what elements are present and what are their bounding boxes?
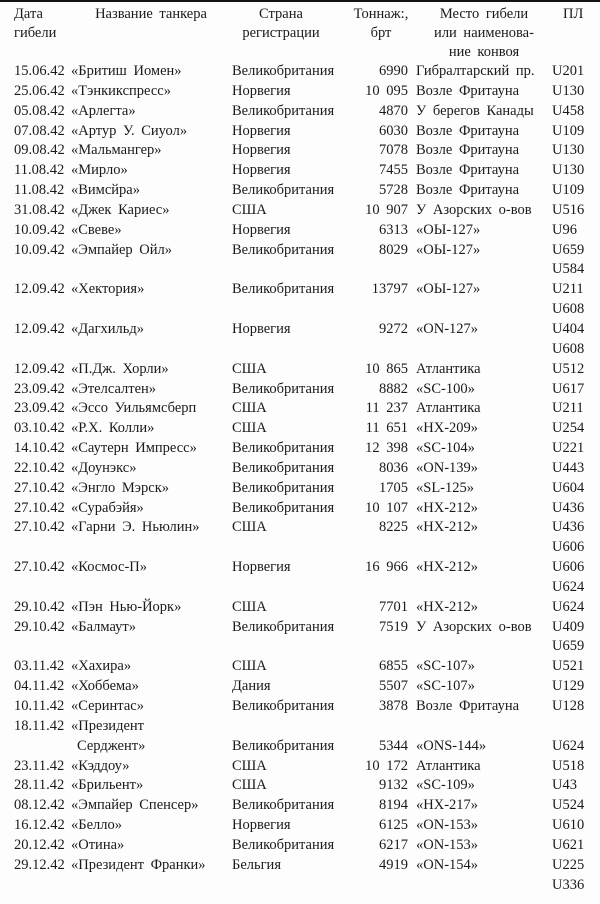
cell-loss-date: 27.10.42: [14, 559, 65, 576]
cell-loss-date: 27.10.42: [14, 499, 65, 516]
cell-loss-date: 11.08.42: [14, 162, 65, 179]
table-row: [0, 578, 600, 598]
cell-country: Великобритания: [232, 281, 335, 298]
table-row: [0, 221, 600, 241]
cell-submarine: U443: [552, 459, 585, 476]
cell-tonnage: 10 907: [365, 201, 408, 218]
cell-loss-date: 12.09.42: [14, 360, 65, 377]
cell-country: США: [232, 757, 267, 774]
cell-country: Дания: [232, 678, 271, 695]
cell-tanker-name: «Хектория»: [71, 281, 145, 298]
cell-loss-date: 12.09.42: [14, 320, 65, 337]
cell-tanker-name: «Доунэкс»: [71, 459, 137, 476]
cell-submarine: U608: [552, 301, 585, 318]
cell-tanker-name: «Пэн Нью-Йорк»: [71, 598, 182, 615]
cell-submarine: U518: [552, 757, 585, 774]
cell-country: Норвегия: [232, 82, 291, 99]
table-row: [0, 122, 600, 142]
cell-place-or-convoy: «ON-127»: [416, 320, 479, 337]
cell-place-or-convoy: «НХ-212»: [416, 559, 479, 576]
cell-place-or-convoy: Возле Фритауна: [416, 122, 520, 139]
table-row: [0, 796, 600, 816]
cell-place-or-convoy: «НХ-209»: [416, 420, 479, 437]
cell-tanker-name: «Гарни Э. Ньюлин»: [71, 519, 200, 536]
cell-tonnage: 13797: [371, 281, 408, 298]
cell-tonnage: 6313: [379, 221, 408, 238]
cell-place-or-convoy: «ОЫ-127»: [416, 221, 481, 238]
table-row: [0, 479, 600, 499]
cell-tanker-name: «Бритиш Иомен»: [71, 63, 182, 79]
cell-country: Бельгия: [232, 856, 281, 873]
column-header-country-line1: Страна: [259, 6, 303, 22]
cell-tonnage: 10 107: [365, 499, 408, 516]
cell-tonnage: 6030: [379, 122, 408, 139]
cell-place-or-convoy: Атлантика: [416, 400, 481, 417]
cell-place-or-convoy: Возле Фритауна: [416, 698, 520, 714]
table-row: [0, 538, 600, 558]
cell-country: Великобритания: [232, 797, 335, 814]
cell-submarine: U201: [552, 63, 585, 79]
cell-place-or-convoy: «НХ-212»: [416, 598, 479, 615]
cell-submarine: U43: [552, 777, 577, 794]
cell-place-or-convoy: Возле Фритауна: [416, 182, 520, 199]
table-row: [0, 776, 600, 796]
table-row: [0, 62, 600, 82]
cell-tonnage: 11 237: [365, 400, 408, 417]
cell-place-or-convoy: «SC-107»: [416, 658, 475, 675]
cell-submarine: U617: [552, 380, 585, 397]
cell-tonnage: 12 398: [365, 440, 408, 457]
column-header-tonnage-line2: брт: [370, 25, 392, 41]
cell-tonnage: 7455: [379, 162, 408, 179]
cell-tonnage: 9132: [379, 777, 408, 794]
cell-tonnage: 4919: [379, 856, 408, 873]
cell-submarine: U225: [552, 856, 585, 873]
cell-place-or-convoy: «ОЫ-127»: [416, 281, 481, 298]
cell-place-or-convoy: «ON-154»: [416, 856, 479, 873]
cell-tonnage: 1705: [379, 479, 408, 496]
cell-loss-date: 23.09.42: [14, 400, 65, 417]
cell-loss-date: 07.08.42: [14, 122, 65, 139]
table-row: [0, 657, 600, 677]
cell-submarine: U624: [552, 578, 585, 595]
cell-loss-date: 12.09.42: [14, 281, 65, 298]
cell-tonnage: 8029: [379, 241, 408, 258]
cell-submarine: U109: [552, 182, 585, 199]
cell-loss-date: 25.06.42: [14, 82, 65, 99]
table-row: [0, 82, 600, 102]
cell-tonnage: 7701: [379, 598, 408, 615]
column-header-tonnage-line1: Тоннаж:,: [353, 6, 409, 22]
cell-loss-date: 29.12.42: [14, 856, 65, 873]
cell-country: США: [232, 777, 267, 794]
table-row: [0, 876, 600, 896]
cell-submarine: U608: [552, 340, 585, 357]
cell-place-or-convoy: «SC-100»: [416, 380, 475, 397]
cell-submarine: U436: [552, 519, 585, 536]
cell-country: США: [232, 658, 267, 675]
table-row: [0, 459, 600, 479]
cell-tanker-name: «Дагхильд»: [71, 320, 145, 337]
cell-loss-date: 31.08.42: [14, 201, 65, 218]
cell-tanker-name: «Мирло»: [71, 162, 128, 179]
table-row: [0, 836, 600, 856]
table-body: [0, 62, 600, 895]
table-row: [0, 380, 600, 400]
cell-tanker-name: «Балмаут»: [71, 618, 136, 635]
cell-country: Великобритания: [232, 459, 335, 476]
cell-country: Норвегия: [232, 559, 291, 576]
table-row: [0, 102, 600, 122]
cell-submarine: U130: [552, 162, 585, 179]
cell-tanker-name: «Хоббема»: [71, 678, 139, 695]
cell-tanker-name: «Космос-П»: [71, 559, 148, 576]
table-row: [0, 499, 600, 519]
cell-tonnage: 16 966: [365, 559, 408, 576]
cell-tanker-name: «Эмпайер Спенсер»: [71, 797, 199, 814]
cell-submarine: U404: [552, 320, 585, 337]
cell-country: Норвегия: [232, 162, 291, 179]
table-row: [0, 618, 600, 638]
table-row: [0, 399, 600, 419]
cell-place-or-convoy: Атлантика: [416, 360, 481, 377]
cell-tonnage: 4870: [379, 102, 408, 119]
cell-place-or-convoy: «ON-153»: [416, 817, 479, 834]
cell-tanker-name: «Тэнкикспресс»: [71, 82, 171, 99]
cell-tanker-name: «Брильент»: [71, 777, 144, 794]
cell-tanker-name: Серджент»: [77, 737, 146, 754]
table-row: [0, 201, 600, 221]
cell-country: Великобритания: [232, 102, 335, 119]
table-row: [0, 637, 600, 657]
cell-tanker-name: «Президент: [71, 717, 144, 734]
cell-place-or-convoy: Возле Фритауна: [416, 82, 520, 99]
cell-loss-date: 23.11.42: [14, 757, 65, 774]
cell-tanker-name: «П.Дж. Хорли»: [71, 360, 169, 377]
cell-tonnage: 6990: [379, 63, 408, 79]
cell-loss-date: 29.10.42: [14, 618, 65, 635]
cell-tonnage: 9272: [379, 320, 408, 337]
cell-submarine: U621: [552, 836, 585, 853]
table-row: [0, 439, 600, 459]
cell-loss-date: 11.08.42: [14, 182, 65, 199]
cell-submarine: U128: [552, 698, 585, 714]
cell-submarine: U109: [552, 122, 585, 139]
cell-submarine: U512: [552, 360, 585, 377]
cell-tanker-name: «Белло»: [71, 817, 122, 834]
cell-place-or-convoy: «ОЫ-127»: [416, 241, 481, 258]
cell-country: Великобритания: [232, 182, 335, 199]
cell-loss-date: 08.12.42: [14, 797, 65, 814]
cell-tanker-name: «Серинтас»: [71, 698, 144, 714]
cell-tonnage: 5507: [379, 678, 408, 695]
cell-loss-date: 15.06.42: [14, 63, 65, 79]
cell-place-or-convoy: «ON-153»: [416, 836, 479, 853]
table-row: [0, 300, 600, 320]
cell-country: Норвегия: [232, 817, 291, 834]
cell-loss-date: 03.10.42: [14, 420, 65, 437]
cell-country: Норвегия: [232, 122, 291, 139]
cell-place-or-convoy: У берегов Канады: [416, 102, 534, 119]
cell-tonnage: 5344: [379, 737, 408, 754]
cell-tonnage: 5728: [379, 182, 408, 199]
cell-country: США: [232, 420, 267, 437]
cell-country: США: [232, 360, 267, 377]
cell-place-or-convoy: «SC-104»: [416, 440, 475, 457]
cell-submarine: U624: [552, 737, 585, 754]
table-row: [0, 141, 600, 161]
cell-country: США: [232, 400, 267, 417]
cell-loss-date: 27.10.42: [14, 519, 65, 536]
cell-place-or-convoy: У Азорских о-вов: [416, 618, 532, 635]
cell-tanker-name: «Джек Кариес»: [71, 201, 170, 218]
cell-place-or-convoy: Гибралтарский пр.: [416, 63, 535, 79]
cell-tonnage: 10 095: [365, 82, 408, 99]
cell-submarine: U129: [552, 678, 585, 695]
cell-tonnage: 3878: [379, 698, 408, 714]
cell-submarine: U659: [552, 241, 585, 258]
cell-loss-date: 18.11.42: [14, 717, 65, 734]
cell-place-or-convoy: «SL-125»: [416, 479, 474, 496]
table-row: [0, 360, 600, 380]
cell-tanker-name: «Энгло Мэрск»: [71, 479, 170, 496]
cell-place-or-convoy: «НХ-212»: [416, 519, 479, 536]
cell-place-or-convoy: Возле Фритауна: [416, 142, 520, 159]
cell-loss-date: 09.08.42: [14, 142, 65, 159]
cell-place-or-convoy: «SC-107»: [416, 678, 475, 695]
table-row: [0, 598, 600, 618]
table-row: [0, 757, 600, 777]
cell-place-or-convoy: У Азорских о-вов: [416, 201, 532, 218]
cell-country: Великобритания: [232, 380, 335, 397]
cell-tanker-name: «Свеве»: [71, 221, 122, 238]
cell-submarine: U521: [552, 658, 585, 675]
cell-loss-date: 28.11.42: [14, 777, 65, 794]
cell-submarine: U584: [552, 261, 585, 278]
cell-submarine: U624: [552, 598, 585, 615]
cell-tanker-name: «Президент Франки»: [71, 856, 206, 873]
cell-tanker-name: «Эмпайер Ойл»: [71, 241, 172, 258]
table-row: [0, 737, 600, 757]
cell-submarine: U409: [552, 618, 585, 635]
cell-submarine: U130: [552, 142, 585, 159]
table-row: [0, 340, 600, 360]
cell-tanker-name: «Мальмангер»: [71, 142, 162, 159]
cell-place-or-convoy: «ON-139»: [416, 459, 479, 476]
cell-country: США: [232, 519, 267, 536]
cell-submarine: U524: [552, 797, 585, 814]
cell-submarine: U606: [552, 559, 585, 576]
cell-submarine: U211: [552, 281, 584, 298]
column-header-date-line2: гибели: [14, 25, 57, 41]
cell-country: Великобритания: [232, 698, 335, 714]
cell-tanker-name: «Арлегта»: [71, 102, 136, 119]
cell-loss-date: 10.09.42: [14, 241, 65, 258]
cell-country: Норвегия: [232, 221, 291, 238]
cell-tanker-name: «Р.Х. Колли»: [71, 420, 155, 437]
cell-place-or-convoy: «SC-109»: [416, 777, 475, 794]
cell-loss-date: 23.09.42: [14, 380, 65, 397]
cell-tonnage: 8882: [379, 380, 408, 397]
cell-submarine: U458: [552, 102, 585, 119]
table-row: [0, 558, 600, 578]
cell-submarine: U130: [552, 82, 585, 99]
table-row: [0, 677, 600, 697]
table-top-border: [0, 0, 600, 2]
table-row: [0, 280, 600, 300]
cell-loss-date: 10.11.42: [14, 698, 65, 714]
column-header-submarine: ПЛ: [563, 6, 584, 22]
cell-loss-date: 20.12.42: [14, 836, 65, 853]
cell-tonnage: 7078: [379, 142, 408, 159]
cell-tanker-name: «Вимсйра»: [71, 182, 140, 199]
cell-tonnage: 10 865: [365, 360, 408, 377]
table-row: [0, 161, 600, 181]
column-header-place-line3: ние конвоя: [448, 44, 520, 60]
cell-tonnage: 8194: [379, 797, 408, 814]
cell-submarine: U211: [552, 400, 584, 417]
table-row: [0, 419, 600, 439]
cell-country: Великобритания: [232, 63, 335, 79]
cell-submarine: U659: [552, 638, 585, 655]
cell-place-or-convoy: «НХ-212»: [416, 499, 479, 516]
cell-tanker-name: «Отина»: [71, 836, 125, 853]
column-header-country-line2: регистрации: [242, 25, 320, 41]
cell-tonnage: 8036: [379, 459, 408, 476]
cell-country: США: [232, 201, 267, 218]
cell-place-or-convoy: Возле Фритауна: [416, 162, 520, 179]
column-header-tanker-name: Название танкера: [95, 6, 207, 22]
cell-tanker-name: «Саутерн Импресс»: [71, 440, 197, 457]
cell-country: Норвегия: [232, 142, 291, 159]
cell-tanker-name: «Артур У. Сиуол»: [71, 122, 188, 139]
column-header-date-line1: Дата: [14, 6, 43, 22]
cell-submarine: U606: [552, 539, 585, 556]
cell-country: Великобритания: [232, 499, 335, 516]
table-row: [0, 320, 600, 340]
cell-loss-date: 03.11.42: [14, 658, 65, 675]
cell-country: Великобритания: [232, 737, 335, 754]
cell-place-or-convoy: «НХ-217»: [416, 797, 479, 814]
table-row: [0, 518, 600, 538]
cell-loss-date: 10.09.42: [14, 221, 65, 238]
cell-place-or-convoy: Атлантика: [416, 757, 481, 774]
column-header-place-line2: или наименова-: [434, 25, 534, 41]
cell-loss-date: 14.10.42: [14, 440, 65, 457]
cell-loss-date: 04.11.42: [14, 678, 65, 695]
table-row: [0, 697, 600, 717]
table-row: [0, 260, 600, 280]
table-row: [0, 856, 600, 876]
cell-tonnage: 11 651: [365, 420, 408, 437]
cell-tanker-name: «Эссо Уильямсберп: [71, 400, 197, 417]
column-header-place-line1: Место гибели: [439, 6, 529, 22]
table-row: [0, 816, 600, 836]
cell-tonnage: 8225: [379, 519, 408, 536]
cell-tonnage: 10 172: [365, 757, 408, 774]
cell-loss-date: 22.10.42: [14, 459, 65, 476]
table-row: [0, 181, 600, 201]
cell-submarine: U221: [552, 440, 585, 457]
cell-tanker-name: «Кэддоу»: [71, 757, 130, 774]
cell-loss-date: 27.10.42: [14, 479, 65, 496]
cell-tonnage: 6855: [379, 658, 408, 675]
cell-country: Великобритания: [232, 479, 335, 496]
cell-submarine: U96: [552, 221, 577, 238]
cell-submarine: U336: [552, 876, 585, 893]
cell-tonnage: 6125: [379, 817, 408, 834]
cell-loss-date: 29.10.42: [14, 598, 65, 615]
table-row: [0, 717, 600, 737]
cell-submarine: U516: [552, 201, 585, 218]
cell-tanker-name: «Хахира»: [71, 658, 132, 675]
cell-country: США: [232, 598, 267, 615]
cell-country: Великобритания: [232, 618, 335, 635]
cell-submarine: U436: [552, 499, 585, 516]
cell-tanker-name: «Сурабэйя»: [71, 499, 144, 516]
cell-country: Великобритания: [232, 836, 335, 853]
cell-tanker-name: «Этелсалтен»: [71, 380, 157, 397]
cell-country: Великобритания: [232, 440, 335, 457]
cell-tonnage: 7519: [379, 618, 408, 635]
cell-submarine: U604: [552, 479, 585, 496]
cell-loss-date: 05.08.42: [14, 102, 65, 119]
cell-place-or-convoy: «ONS-144»: [416, 737, 487, 754]
cell-tonnage: 6217: [379, 836, 408, 853]
cell-loss-date: 16.12.42: [14, 817, 65, 834]
table-row: [0, 241, 600, 261]
cell-country: Норвегия: [232, 320, 291, 337]
cell-submarine: U610: [552, 817, 585, 834]
cell-country: Великобритания: [232, 241, 335, 258]
cell-submarine: U254: [552, 420, 585, 437]
